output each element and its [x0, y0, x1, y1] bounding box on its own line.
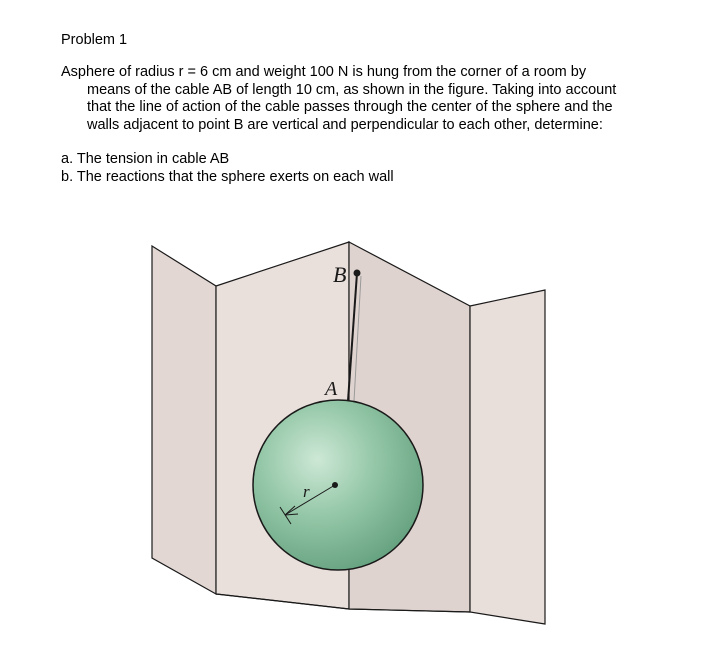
label-a: A — [325, 378, 338, 400]
question-b: b. The reactions that the sphere exerts on each wall — [61, 169, 394, 185]
statement-line: Asphere of radius r = 6 cm and weight 100 N is hung from the corner of a room by — [61, 64, 587, 80]
problem-title: Problem 1 — [61, 32, 128, 48]
statement-line: means of the cable AB of length 10 cm, as shown in the figure. Taking into account — [87, 81, 617, 98]
point-b — [354, 270, 361, 277]
label-b: B — [333, 262, 347, 287]
right-wall — [470, 290, 545, 624]
label-r: r — [303, 482, 310, 501]
statement-line: that the line of action of the cable passes through the center of the sphere and the — [87, 99, 613, 115]
statement-line: walls adjacent to point B are vertical and perpendicular to each other, determine: — [87, 116, 603, 133]
question-a: a. The tension in cable AB — [61, 151, 230, 167]
left-wall — [152, 246, 216, 594]
